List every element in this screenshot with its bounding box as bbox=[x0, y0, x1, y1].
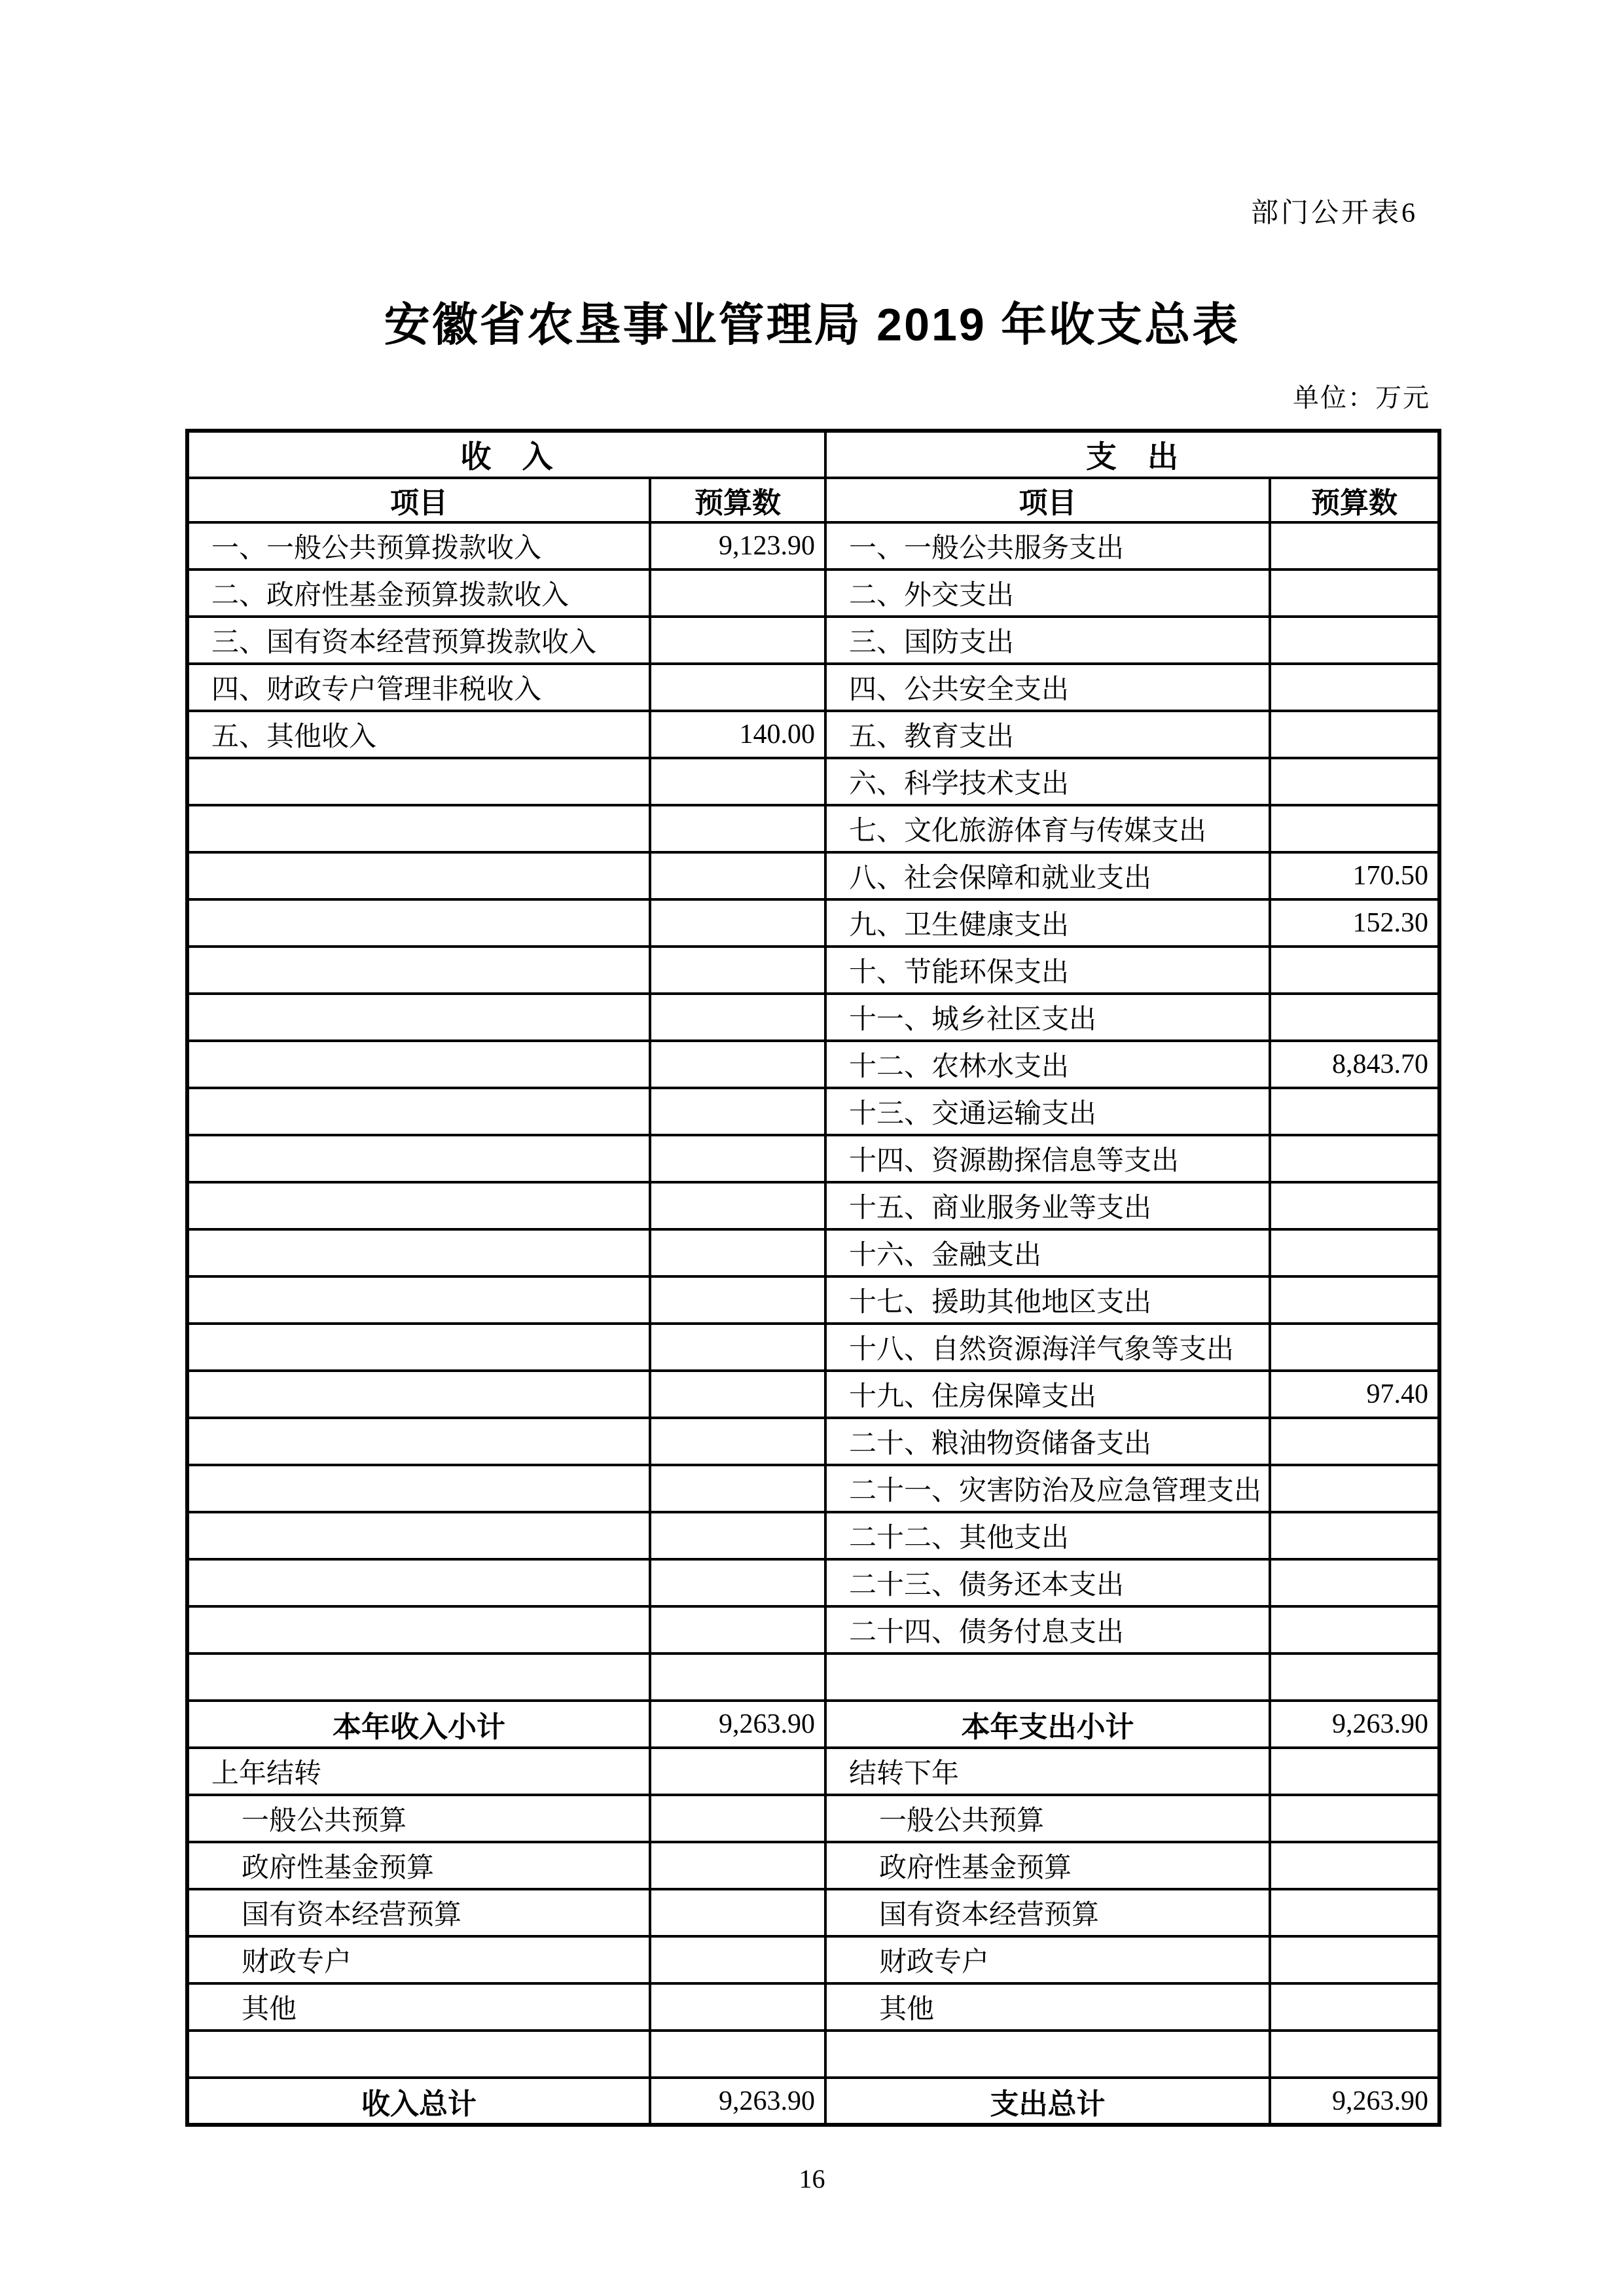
income-budget-cell bbox=[650, 899, 825, 947]
corner-form-label: 部门公开表6 bbox=[1250, 198, 1418, 228]
income-budget-cell: 9,263.90 bbox=[650, 2078, 825, 2125]
table-row bbox=[187, 1889, 1439, 1936]
expense-item-cell: 六、科学技术支出 bbox=[825, 758, 1270, 805]
income-budget-cell bbox=[650, 758, 825, 805]
budget-summary-table bbox=[185, 429, 1441, 2127]
income-budget-cell bbox=[650, 805, 825, 852]
expense-budget-cell: 170.50 bbox=[1270, 852, 1439, 899]
expense-item-cell: 十、节能环保支出 bbox=[825, 947, 1270, 994]
income-item-cell bbox=[187, 852, 650, 899]
table-row bbox=[187, 664, 1439, 711]
table-row bbox=[187, 994, 1439, 1041]
income-item-cell bbox=[187, 947, 650, 994]
expense-item-cell: 财政专户 bbox=[825, 1936, 1270, 1983]
expense-item-cell: 四、公共安全支出 bbox=[825, 664, 1270, 711]
unit-label: 单位：万元 bbox=[1293, 383, 1430, 412]
income-item-cell bbox=[187, 1371, 650, 1418]
expense-item-cell: 十三、交通运输支出 bbox=[825, 1088, 1270, 1135]
income-budget-cell bbox=[650, 1229, 825, 1276]
income-item-cell bbox=[187, 899, 650, 947]
table-row bbox=[187, 569, 1439, 617]
expense-budget-cell bbox=[1270, 664, 1439, 711]
expense-item-cell: 十四、资源勘探信息等支出 bbox=[825, 1135, 1270, 1182]
expense-item-column-header: 项目 bbox=[825, 478, 1270, 522]
expense-budget-cell bbox=[1270, 2031, 1439, 2078]
income-budget-cell bbox=[650, 1418, 825, 1465]
table-row bbox=[187, 1606, 1439, 1653]
income-budget-cell bbox=[650, 1135, 825, 1182]
expense-item-cell: 十一、城乡社区支出 bbox=[825, 994, 1270, 1041]
income-budget-cell bbox=[650, 664, 825, 711]
income-item-cell bbox=[187, 1276, 650, 1324]
income-budget-cell bbox=[650, 1512, 825, 1559]
income-item-cell bbox=[187, 2031, 650, 2078]
page-title: 安徽省农垦事业管理局 2019 年收支总表 bbox=[384, 299, 1240, 350]
income-budget-cell bbox=[650, 617, 825, 664]
expense-budget-column-header: 预算数 bbox=[1270, 478, 1439, 522]
column-header-row bbox=[187, 478, 1439, 522]
table-row bbox=[187, 617, 1439, 664]
table-body bbox=[187, 522, 1439, 2125]
expense-section-header: 支 出 bbox=[825, 431, 1439, 478]
income-budget-cell bbox=[650, 1559, 825, 1606]
expense-budget-cell bbox=[1270, 1135, 1439, 1182]
income-budget-cell bbox=[650, 2031, 825, 2078]
expense-item-cell: 五、教育支出 bbox=[825, 711, 1270, 758]
expense-budget-cell: 97.40 bbox=[1270, 1371, 1439, 1418]
income-budget-cell bbox=[650, 1276, 825, 1324]
income-budget-cell: 140.00 bbox=[650, 711, 825, 758]
income-item-cell: 四、财政专户管理非税收入 bbox=[187, 664, 650, 711]
expense-budget-cell bbox=[1270, 569, 1439, 617]
expense-budget-cell bbox=[1270, 711, 1439, 758]
income-item-cell: 财政专户 bbox=[187, 1936, 650, 1983]
expense-budget-cell bbox=[1270, 1559, 1439, 1606]
expense-item-cell: 国有资本经营预算 bbox=[825, 1889, 1270, 1936]
table-row bbox=[187, 1418, 1439, 1465]
income-item-cell bbox=[187, 1653, 650, 1701]
income-budget-cell: 9,123.90 bbox=[650, 522, 825, 569]
table-row bbox=[187, 1371, 1439, 1418]
expense-budget-cell: 9,263.90 bbox=[1270, 1701, 1439, 1748]
page-number: 16 bbox=[799, 2164, 825, 2194]
table-row bbox=[187, 758, 1439, 805]
expense-item-cell: 十九、住房保障支出 bbox=[825, 1371, 1270, 1418]
income-budget-cell bbox=[650, 852, 825, 899]
income-budget-cell bbox=[650, 1182, 825, 1229]
expense-item-cell bbox=[825, 2031, 1270, 2078]
income-item-cell bbox=[187, 1324, 650, 1371]
expense-item-cell: 九、卫生健康支出 bbox=[825, 899, 1270, 947]
expense-budget-cell: 8,843.70 bbox=[1270, 1041, 1439, 1088]
expense-item-cell: 一般公共预算 bbox=[825, 1795, 1270, 1842]
expense-item-cell: 一、一般公共服务支出 bbox=[825, 522, 1270, 569]
expense-item-cell: 二十四、债务付息支出 bbox=[825, 1606, 1270, 1653]
expense-budget-cell bbox=[1270, 1606, 1439, 1653]
table-row bbox=[187, 1653, 1439, 1701]
table-row bbox=[187, 711, 1439, 758]
expense-budget-cell: 152.30 bbox=[1270, 899, 1439, 947]
expense-budget-cell bbox=[1270, 1983, 1439, 2031]
income-budget-cell bbox=[650, 1983, 825, 2031]
expense-budget-cell bbox=[1270, 805, 1439, 852]
expense-budget-cell bbox=[1270, 1795, 1439, 1842]
income-budget-cell bbox=[650, 1088, 825, 1135]
expense-budget-cell bbox=[1270, 1276, 1439, 1324]
expense-item-cell: 十七、援助其他地区支出 bbox=[825, 1276, 1270, 1324]
expense-budget-cell bbox=[1270, 1653, 1439, 1701]
expense-item-cell: 二十一、灾害防治及应急管理支出 bbox=[825, 1465, 1270, 1512]
income-item-cell bbox=[187, 994, 650, 1041]
income-item-cell: 收入总计 bbox=[187, 2078, 650, 2125]
income-budget-cell: 9,263.90 bbox=[650, 1701, 825, 1748]
table-row bbox=[187, 1983, 1439, 2031]
income-item-cell: 本年收入小计 bbox=[187, 1701, 650, 1748]
expense-budget-cell bbox=[1270, 1842, 1439, 1889]
income-item-cell bbox=[187, 805, 650, 852]
table-row bbox=[187, 1559, 1439, 1606]
expense-item-cell: 十六、金融支出 bbox=[825, 1229, 1270, 1276]
income-item-cell bbox=[187, 1088, 650, 1135]
expense-budget-cell bbox=[1270, 1748, 1439, 1795]
income-item-cell bbox=[187, 1229, 650, 1276]
expense-budget-cell bbox=[1270, 1182, 1439, 1229]
expense-budget-cell bbox=[1270, 1512, 1439, 1559]
expense-item-cell: 二十三、债务还本支出 bbox=[825, 1559, 1270, 1606]
income-item-cell: 上年结转 bbox=[187, 1748, 650, 1795]
table-row bbox=[187, 1842, 1439, 1889]
income-budget-cell bbox=[650, 1041, 825, 1088]
expense-item-cell bbox=[825, 1653, 1270, 1701]
income-item-column-header: 项目 bbox=[187, 478, 650, 522]
income-budget-cell bbox=[650, 1748, 825, 1795]
table-row bbox=[187, 852, 1439, 899]
expense-budget-cell bbox=[1270, 947, 1439, 994]
table-row bbox=[187, 1701, 1439, 1748]
table-row bbox=[187, 1182, 1439, 1229]
income-section-header: 收 入 bbox=[187, 431, 825, 478]
income-item-cell bbox=[187, 1135, 650, 1182]
table-row bbox=[187, 1041, 1439, 1088]
expense-item-cell: 其他 bbox=[825, 1983, 1270, 2031]
expense-item-cell: 七、文化旅游体育与传媒支出 bbox=[825, 805, 1270, 852]
expense-item-cell: 二十二、其他支出 bbox=[825, 1512, 1270, 1559]
table-row bbox=[187, 1465, 1439, 1512]
income-item-cell: 国有资本经营预算 bbox=[187, 1889, 650, 1936]
expense-item-cell: 本年支出小计 bbox=[825, 1701, 1270, 1748]
table-row bbox=[187, 899, 1439, 947]
table-row bbox=[187, 1229, 1439, 1276]
income-item-cell bbox=[187, 1465, 650, 1512]
income-budget-cell bbox=[650, 569, 825, 617]
expense-budget-cell bbox=[1270, 1088, 1439, 1135]
table-row bbox=[187, 805, 1439, 852]
section-header-row bbox=[187, 431, 1439, 478]
income-item-cell: 政府性基金预算 bbox=[187, 1842, 650, 1889]
expense-item-cell: 三、国防支出 bbox=[825, 617, 1270, 664]
expense-budget-cell bbox=[1270, 758, 1439, 805]
income-item-cell: 二、政府性基金预算拨款收入 bbox=[187, 569, 650, 617]
expense-budget-cell bbox=[1270, 1324, 1439, 1371]
income-budget-cell bbox=[650, 1606, 825, 1653]
expense-item-cell: 政府性基金预算 bbox=[825, 1842, 1270, 1889]
expense-budget-cell bbox=[1270, 1889, 1439, 1936]
table-row bbox=[187, 1795, 1439, 1842]
expense-budget-cell bbox=[1270, 1936, 1439, 1983]
table-row bbox=[187, 2078, 1439, 2125]
income-item-cell: 三、国有资本经营预算拨款收入 bbox=[187, 617, 650, 664]
table-row bbox=[187, 2031, 1439, 2078]
income-budget-cell bbox=[650, 947, 825, 994]
income-item-cell: 一、一般公共预算拨款收入 bbox=[187, 522, 650, 569]
income-item-cell: 五、其他收入 bbox=[187, 711, 650, 758]
income-budget-cell bbox=[650, 1653, 825, 1701]
income-item-cell bbox=[187, 1182, 650, 1229]
income-budget-cell bbox=[650, 994, 825, 1041]
income-item-cell bbox=[187, 1559, 650, 1606]
expense-item-cell: 十八、自然资源海洋气象等支出 bbox=[825, 1324, 1270, 1371]
income-budget-cell bbox=[650, 1889, 825, 1936]
table-row bbox=[187, 1324, 1439, 1371]
income-item-cell bbox=[187, 1606, 650, 1653]
expense-budget-cell bbox=[1270, 1465, 1439, 1512]
table-row bbox=[187, 1936, 1439, 1983]
table-row bbox=[187, 1512, 1439, 1559]
income-budget-cell bbox=[650, 1795, 825, 1842]
expense-budget-cell bbox=[1270, 1418, 1439, 1465]
table-row bbox=[187, 1088, 1439, 1135]
income-item-cell bbox=[187, 1041, 650, 1088]
income-item-cell bbox=[187, 758, 650, 805]
expense-budget-cell: 9,263.90 bbox=[1270, 2078, 1439, 2125]
income-budget-cell bbox=[650, 1936, 825, 1983]
expense-item-cell: 结转下年 bbox=[825, 1748, 1270, 1795]
expense-item-cell: 八、社会保障和就业支出 bbox=[825, 852, 1270, 899]
income-budget-column-header: 预算数 bbox=[650, 478, 825, 522]
table-row bbox=[187, 1748, 1439, 1795]
expense-budget-cell bbox=[1270, 617, 1439, 664]
expense-item-cell: 十五、商业服务业等支出 bbox=[825, 1182, 1270, 1229]
table-header bbox=[187, 431, 1439, 522]
table-row bbox=[187, 1276, 1439, 1324]
expense-budget-cell bbox=[1270, 994, 1439, 1041]
income-item-cell bbox=[187, 1418, 650, 1465]
income-budget-cell bbox=[650, 1465, 825, 1512]
income-budget-cell bbox=[650, 1842, 825, 1889]
expense-item-cell: 支出总计 bbox=[825, 2078, 1270, 2125]
expense-item-cell: 二、外交支出 bbox=[825, 569, 1270, 617]
income-item-cell: 其他 bbox=[187, 1983, 650, 2031]
table-row bbox=[187, 1135, 1439, 1182]
expense-item-cell: 十二、农林水支出 bbox=[825, 1041, 1270, 1088]
expense-budget-cell bbox=[1270, 522, 1439, 569]
income-item-cell bbox=[187, 1512, 650, 1559]
expense-budget-cell bbox=[1270, 1229, 1439, 1276]
table-row bbox=[187, 522, 1439, 569]
income-budget-cell bbox=[650, 1324, 825, 1371]
expense-item-cell: 二十、粮油物资储备支出 bbox=[825, 1418, 1270, 1465]
income-budget-cell bbox=[650, 1371, 825, 1418]
income-item-cell: 一般公共预算 bbox=[187, 1795, 650, 1842]
table-row bbox=[187, 947, 1439, 994]
